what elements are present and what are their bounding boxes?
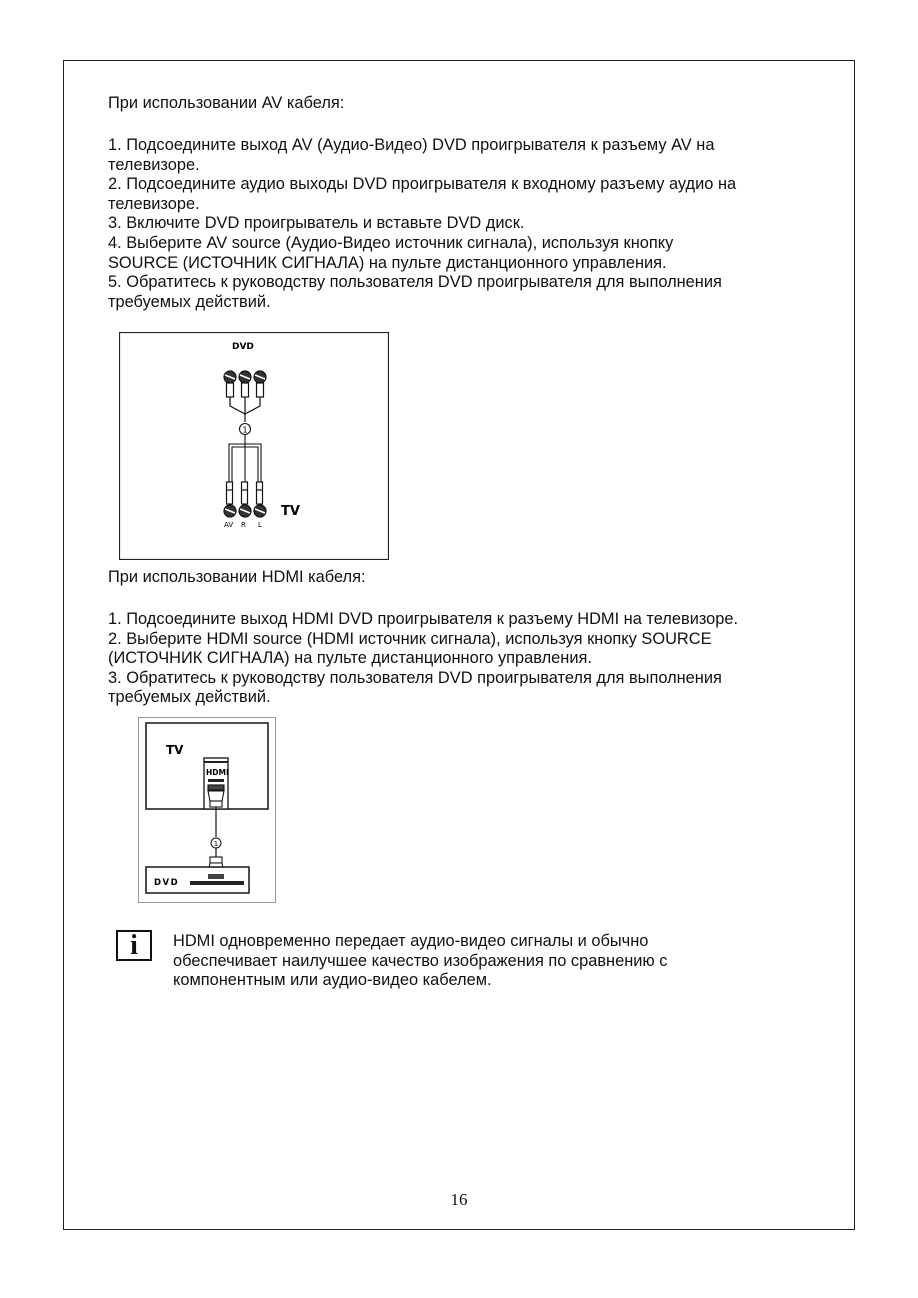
note-line: HDMI одновременно передает аудио-видео сигналы и обычно [173,932,649,950]
av-step-line: SOURCE (ИСТОЧНИК СИГНАЛА) на пульте дистанционного управления. [108,253,667,272]
av-diagram-border [120,333,389,560]
note-line: компонентным или аудио-видео кабелем. [173,971,492,990]
hdmi-step-line: 1. Подсоедините выход HDMI DVD проигрывателя к разъему HDMI на телевизоре. [108,610,739,628]
av-steps [108,136,736,312]
av-cable-number: 1 [242,425,248,435]
info-icon: i [116,930,152,961]
av-heading: При использовании AV кабеля: [108,94,345,112]
hdmi-connection-diagram [138,717,276,903]
av-step-line: требуемых действий. [108,292,271,311]
hdmi-step-line: 3. Обратитесь к руководству пользователя DVD проигрывателя для выполнения [108,668,722,687]
hdmi-step-line: (ИСТОЧНИК СИГНАЛА) на пульте дистанционного управления. [108,649,592,668]
note-line: обеспечивает наилучшее качество изображения по сравнению с [173,951,668,970]
hdmi-heading: При использовании HDMI кабеля: [108,568,366,586]
av-step-line: 2. Подсоедините аудио выходы DVD проигрывателя к входному разъему аудио на [108,175,737,194]
info-note [173,932,667,991]
hdmi-steps [108,610,738,708]
av-step-line: телевизоре. [108,155,200,174]
hdmi-step-line: 2. Выберите HDMI source (HDMI источник сигнала), используя кнопку SOURCE [108,629,712,648]
hdmi-dvd-label: DVD [154,878,180,888]
av-step-line: 1. Подсоедините выход AV (Аудио-Видео) DVD проигрывателя к разъему AV на [108,136,715,154]
dvd-label: DVD [232,342,254,352]
hdmi-step-line: требуемых действий. [108,688,271,707]
av-step-line: 5. Обратитесь к руководству пользователя DVD проигрывателя для выполнения [108,273,722,292]
hdmi-cable-number: 1 [213,840,219,848]
av-step-line: 4. Выберите AV source (Аудио-Видео источник сигнала), используя кнопку [108,233,674,252]
av-step-line: 3. Включите DVD проигрыватель и вставьте DVD диск. [108,214,525,233]
tv-rca-connectors [224,482,266,517]
av-step-line: телевизоре. [108,194,200,213]
hdmi-tv-label: TV [166,743,184,757]
tv-label: TV [281,504,300,519]
av-connection-diagram [119,332,389,560]
jack-label-l: L [258,521,262,529]
jack-label-av: AV [224,521,234,529]
jack-label-r: R [241,521,246,529]
hdmi-port-label: HDMI [206,768,229,777]
page-number: 16 [450,1190,468,1209]
